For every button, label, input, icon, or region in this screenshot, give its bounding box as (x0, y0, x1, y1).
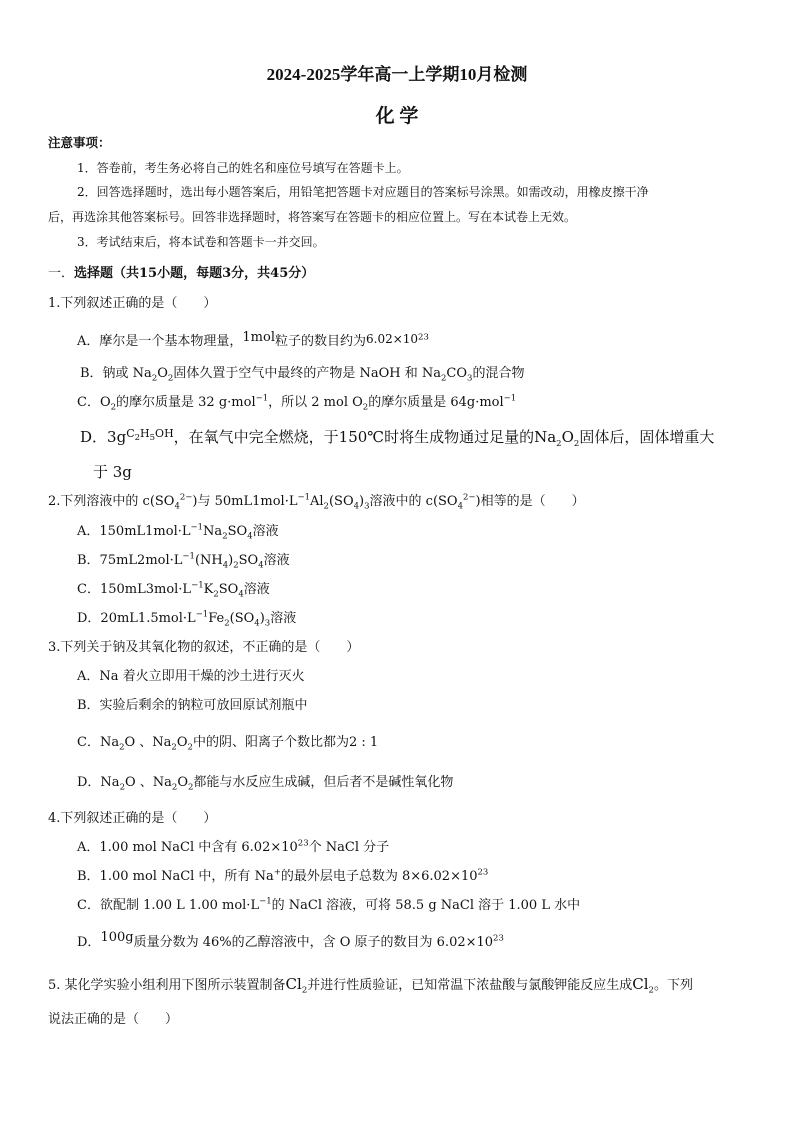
section-title: 选择题（共15小题，每题3分，共45分） (74, 266, 315, 281)
subject-title: 化 学 (375, 106, 419, 127)
notice-heading: 注意事项： (48, 135, 111, 150)
q5-stem-line1: 5. 某化学实验小组利用下图所示装置制备$Cl_2$并进行性质验证，已知常温下浓盐酸与氯酸钾能反应生成$Cl_2$。下列 (48, 975, 693, 996)
q2-option-c: C．$150mL3mol\cdot L^{-1}K_2SO_4$溶液 (77, 580, 270, 600)
q4-option-c: C．欲配制 1.00 L 1.00 $mol\cdot L^{-1}$的 NaCl 溶液，可将 58.5 g NaCl 溶于 1.00 L 水中 (77, 896, 581, 913)
q3-option-c: C．$Na_2O$ 、$Na_2O_2$中的阴、阳离子个数比都为2 : 1 (77, 735, 379, 753)
q2-stem: 2.下列溶液中的 $c(SO_4^{2-})$与 $50mL1mol\cdot L^{-1}Al_2(SO_4)_3$溶液中的 $c(SO_4^{2-})$相等的是（ ） (48, 492, 585, 512)
q4-option-b: B．1.00 mol NaCl 中，所有 Na+的最外层电子总数为 $8\times 6.02\times 10^{23}$ (77, 867, 489, 884)
q1-option-b: B．钠或 $Na_2O_2$固体久置于空气中最终的产物是 NaOH 和 $Na_2CO_3$的混合物 (80, 366, 525, 384)
q1-stem: 1.下列叙述正确的是（ ） (48, 296, 217, 311)
q1-option-a: A．摩尔是一个基本物理量，1mol粒子的数目约为$6.02\times 10^{23}$ (77, 330, 429, 349)
notice-item-2-cont: 后，再选涂其他答案标号。回答非选择题时，将答案写在答题卡的相应位置上。写在本试卷上无效。 (48, 210, 577, 224)
q2-option-a: A．$150mL1mol\cdot L^{-1}Na_2SO_4$溶液 (77, 522, 279, 542)
q4-option-a: A．1.00 mol NaCl 中含有 $6.02\times 10^{23}$个 NaCl 分子 (77, 838, 390, 855)
q1-option-c: C．$O_2$的摩尔质量是 32 g·mol$^{-1}$，所以 2 mol $O_2$的摩尔质量是 64g·mol$^{-1}$ (77, 393, 517, 413)
section-number: 一． (48, 266, 75, 281)
exam-title: 2024-2025学年高一上学期10月检测 (266, 65, 528, 84)
q3-option-b: B．实验后剩余的钠粒可放回原试剂瓶中 (77, 698, 308, 713)
notice-item-3: 3．考试结束后，将本试卷和答题卡一并交回。 (77, 235, 325, 249)
section-heading (48, 266, 314, 282)
q3-option-d: D．$Na_2O$ 、$Na_2O_2$都能与水反应生成碱，但后者不是碱性氧化物 (77, 775, 454, 793)
q4-stem: 4.下列叙述正确的是（ ） (48, 811, 217, 826)
notice-item-2: 2．回答选择题时，选出每小题答案后，用铅笔把答题卡对应题目的答案标号涂黑。如需改动，用橡皮擦干净 (77, 185, 649, 199)
notice-item-1: 1．答卷前，考生务必将自己的姓名和座位号填写在答题卡上。 (77, 161, 409, 175)
q1-option-d: D．$3g^{C_2H_5OH}$，在氧气中完全燃烧，于150℃时将生成物通过足量的$Na_2O_2$固体后，固体增重大 (80, 427, 715, 449)
q3-stem: 3.下列关于钠及其氧化物的叙述，不正确的是（ ） (48, 640, 360, 655)
q3-option-a: A．Na 着火立即用干燥的沙土进行灭火 (77, 669, 305, 684)
q5-stem-line2: 说法正确的是（ ） (48, 1012, 179, 1027)
q2-option-d: D．$20mL1.5mol\cdot L^{-1}Fe_2(SO_4)_3$溶液 (77, 609, 297, 629)
q4-option-d: D．100g质量分数为 46%的乙醇溶液中，含 O 原子的数目为 $6.02\times 10^{23}$ (77, 930, 504, 950)
q2-option-b: B．$75mL2mol\cdot L^{-1}(NH_4)_2SO_4$溶液 (77, 551, 290, 571)
q1-option-d-cont: 于 3g (93, 463, 132, 481)
